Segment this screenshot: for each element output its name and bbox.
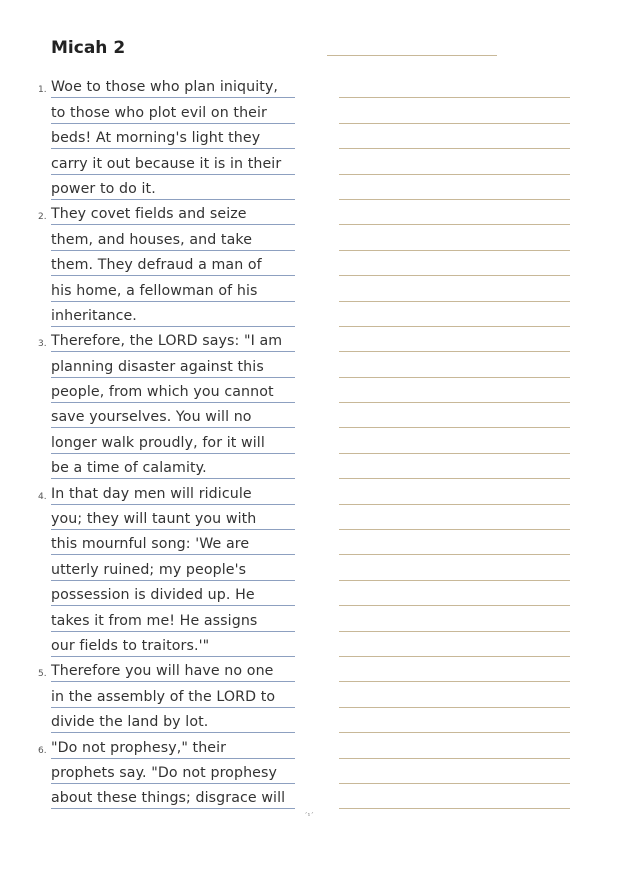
verse-line-text: Therefore, the LORD says: "I am — [51, 333, 283, 350]
verse-line — [51, 175, 295, 200]
blank-writing-line[interactable] — [339, 784, 570, 809]
blank-writing-line[interactable] — [339, 555, 570, 580]
verse-line-text: utterly ruined; my people's — [51, 561, 247, 578]
verse-line-text: "Do not prophesy," their — [51, 739, 227, 756]
title-writing-line — [327, 55, 497, 56]
blank-writing-line[interactable] — [339, 428, 570, 453]
verse-number: 4. — [38, 491, 47, 502]
verse-line-text: In that day men will ridicule — [51, 485, 252, 502]
verse-line — [38, 327, 295, 352]
verse-line-text: inheritance. — [51, 307, 137, 324]
verse-line-text: planning disaster against this — [51, 358, 264, 375]
verse-line — [51, 454, 295, 479]
verse-line — [51, 149, 295, 174]
verse-line-text: They covet fields and seize — [51, 206, 247, 223]
verse-line — [51, 378, 295, 403]
verse-line — [51, 225, 295, 250]
verse-line-text: them. They defraud a man of — [51, 257, 262, 274]
verse-line — [38, 73, 295, 98]
verse-line-text: carry it out because it is in their — [51, 155, 282, 172]
blank-writing-line[interactable] — [339, 352, 570, 377]
verse-line — [51, 124, 295, 149]
page-title: Micah 2 — [51, 38, 126, 58]
blank-writing-line[interactable] — [339, 759, 570, 784]
verse-line-text: longer walk proudly, for it will — [51, 434, 265, 451]
verse-text-column — [0, 73, 300, 809]
verse-line — [51, 632, 295, 657]
verse-line-text: to those who plot evil on their — [51, 104, 267, 121]
blank-writing-line[interactable] — [339, 454, 570, 479]
blank-writing-line[interactable] — [339, 479, 570, 504]
verse-line — [38, 479, 295, 504]
verse-line-text: Therefore you will have no one — [51, 663, 274, 680]
verse-number: 1. — [38, 85, 47, 96]
verse-line-text: this mournful song: 'We are — [51, 536, 250, 553]
verse-line-text: be a time of calamity. — [51, 460, 207, 477]
verse-line-text: our fields to traitors.'" — [51, 637, 210, 654]
verse-number: 3. — [38, 339, 47, 350]
blank-writing-line[interactable] — [339, 251, 570, 276]
verse-line — [51, 98, 295, 123]
verse-line — [51, 428, 295, 453]
blank-writing-line[interactable] — [339, 98, 570, 123]
verse-line — [51, 759, 295, 784]
verse-line — [51, 352, 295, 377]
verse-line-text: Woe to those who plan iniquity, — [51, 79, 279, 96]
verse-line — [51, 682, 295, 707]
verse-line — [38, 657, 295, 682]
verse-line — [51, 784, 295, 809]
blank-writing-line[interactable] — [339, 682, 570, 707]
blank-writing-line[interactable] — [339, 632, 570, 657]
blank-writing-line[interactable] — [339, 378, 570, 403]
verse-line-text: you; they will taunt you with — [51, 511, 257, 528]
verse-line — [51, 251, 295, 276]
verse-line-text: about these things; disgrace will — [51, 790, 286, 807]
blank-writing-line[interactable] — [339, 657, 570, 682]
verse-line — [38, 733, 295, 758]
blank-writing-line[interactable] — [339, 581, 570, 606]
verse-line — [51, 530, 295, 555]
verse-number: 6. — [38, 745, 47, 756]
verse-line — [51, 276, 295, 301]
verse-line-text: beds! At morning's light they — [51, 130, 261, 147]
blank-writing-line[interactable] — [339, 708, 570, 733]
verse-line-text: possession is divided up. He — [51, 587, 255, 604]
verse-line — [51, 708, 295, 733]
verse-line-text: in the assembly of the LORD to — [51, 688, 276, 705]
blank-writing-line[interactable] — [339, 302, 570, 327]
blank-writing-line[interactable] — [339, 403, 570, 428]
verse-line-text: save yourselves. You will no — [51, 409, 252, 426]
verse-line — [51, 606, 295, 631]
blank-writing-line[interactable] — [339, 276, 570, 301]
verse-line-text: takes it from me! He assigns — [51, 612, 258, 629]
blank-writing-line[interactable] — [339, 175, 570, 200]
blank-writing-line[interactable] — [339, 124, 570, 149]
verse-line — [51, 505, 295, 530]
verse-number: 5. — [38, 669, 47, 680]
blank-writing-line[interactable] — [339, 225, 570, 250]
verse-line — [51, 555, 295, 580]
blank-writing-line[interactable] — [339, 606, 570, 631]
blank-writing-line[interactable] — [339, 505, 570, 530]
blank-writing-line[interactable] — [339, 530, 570, 555]
verse-number: 2. — [38, 212, 47, 223]
blank-writing-line[interactable] — [339, 73, 570, 98]
writing-practice-column — [339, 73, 570, 809]
verse-line — [51, 581, 295, 606]
blank-writing-line[interactable] — [339, 327, 570, 352]
verse-line-text: power to do it. — [51, 180, 156, 197]
page-number: ´¹´ — [304, 812, 314, 820]
blank-writing-line[interactable] — [339, 200, 570, 225]
verse-line-text: them, and houses, and take — [51, 231, 253, 248]
verse-line — [51, 403, 295, 428]
verse-line-text: prophets say. "Do not prophesy — [51, 764, 277, 781]
verse-line-text: his home, a fellowman of his — [51, 282, 258, 299]
blank-writing-line[interactable] — [339, 733, 570, 758]
blank-writing-line[interactable] — [339, 149, 570, 174]
verse-line-text: divide the land by lot. — [51, 714, 209, 731]
verse-line-text: people, from which you cannot — [51, 384, 274, 401]
verse-line — [51, 302, 295, 327]
verse-line — [38, 200, 295, 225]
